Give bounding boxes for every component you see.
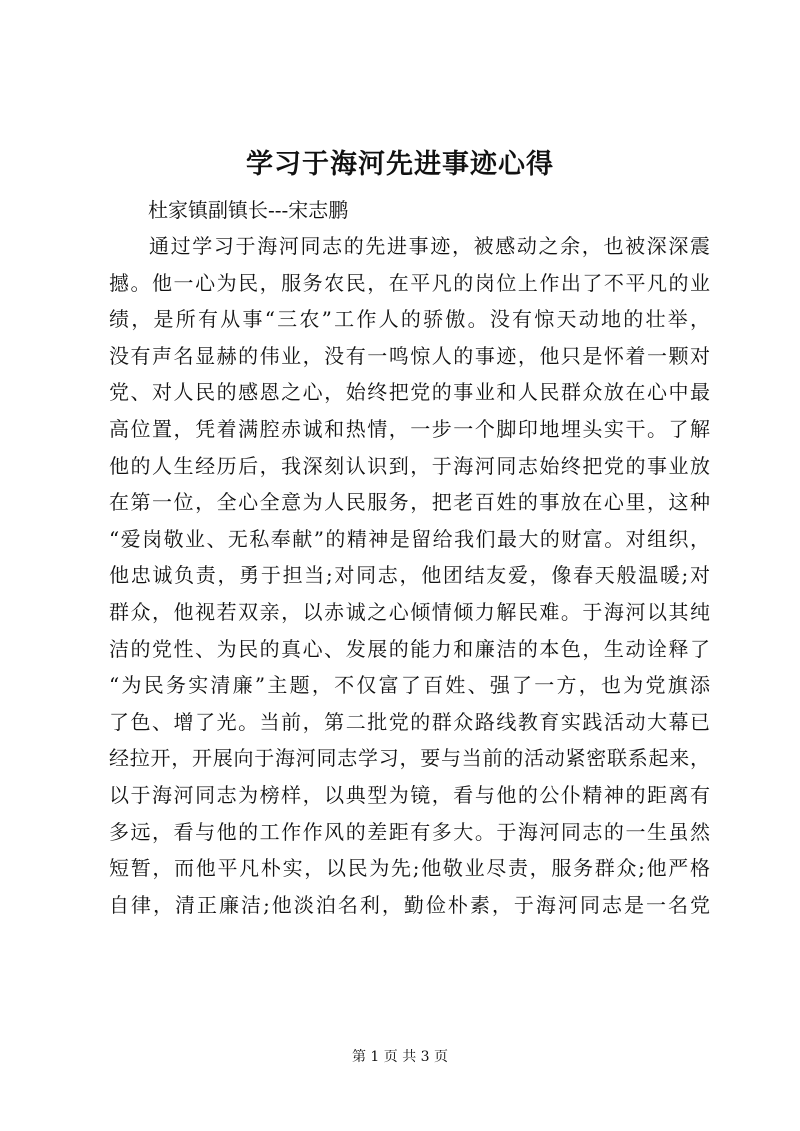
paragraph-line: 他的人生经历后，我深刻认识到，于海河同志始终把党的事业放 (109, 453, 710, 478)
paragraph-line: 短暂，而他平凡朴实，以民为先;他敬业尽责，服务群众;他严格 (109, 856, 710, 881)
paragraph-line: 自律，清正廉洁;他淡泊名利，勤俭朴素，于海河同志是一名党 (109, 892, 710, 917)
paragraph-line: 他忠诚负责，勇于担当;对同志，他团结友爱，像春天般温暖;对 (109, 563, 710, 588)
paragraph-line: 高位置，凭着满腔赤诚和热情，一步一个脚印地埋头实干。了解 (109, 416, 710, 441)
paragraph-line: 洁的党性、为民的真心、发展的能力和廉洁的本色，生动诠释了 (109, 636, 710, 661)
page-footer: 第 1 页 共 3 页 (351, 1049, 449, 1065)
paragraph-line: “为民务实清廉”主题，不仅富了百姓、强了一方，也为党旗添 (109, 673, 710, 698)
paragraph-line: 经拉开，开展向于海河同志学习，要与当前的活动紧密联系起来， (109, 746, 710, 771)
document-title: 学习于海河先进事迹心得 (246, 149, 554, 180)
paragraph-line: “爱岗敬业、无私奉献”的精神是留给我们最大的财富。对组织， (109, 526, 710, 551)
paragraph-line: 以于海河同志为榜样，以典型为镜，看与他的公仆精神的距离有 (109, 782, 710, 807)
paragraph-line: 通过学习于海河同志的先进事迹，被感动之余，也被深深震 (149, 234, 710, 258)
body-paragraph (109, 228, 710, 923)
paragraph-line: 党、对人民的感恩之心，始终把党的事业和人民群众放在心中最 (109, 380, 710, 405)
paragraph-line: 绩，是所有从事“三农”工作人的骄傲。没有惊天动地的壮举， (109, 307, 710, 332)
paragraph-line: 了色、增了光。当前，第二批党的群众路线教育实践活动大幕已 (109, 709, 710, 734)
paragraph-line: 多远，看与他的工作作风的差距有多大。于海河同志的一生虽然 (109, 819, 710, 844)
paragraph-line: 撼。他一心为民，服务农民，在平凡的岗位上作出了不平凡的业 (109, 270, 710, 295)
paragraph-line: 没有声名显赫的伟业，没有一鸣惊人的事迹，他只是怀着一颗对 (109, 343, 710, 368)
paragraph-line: 在第一位，全心全意为人民服务，把老百姓的事放在心里，这种 (109, 490, 710, 515)
paragraph-line: 群众，他视若双亲，以赤诚之心倾情倾力解民难。于海河以其纯 (109, 599, 710, 624)
author-byline: 杜家镇副镇长---宋志鹏 (148, 198, 349, 222)
